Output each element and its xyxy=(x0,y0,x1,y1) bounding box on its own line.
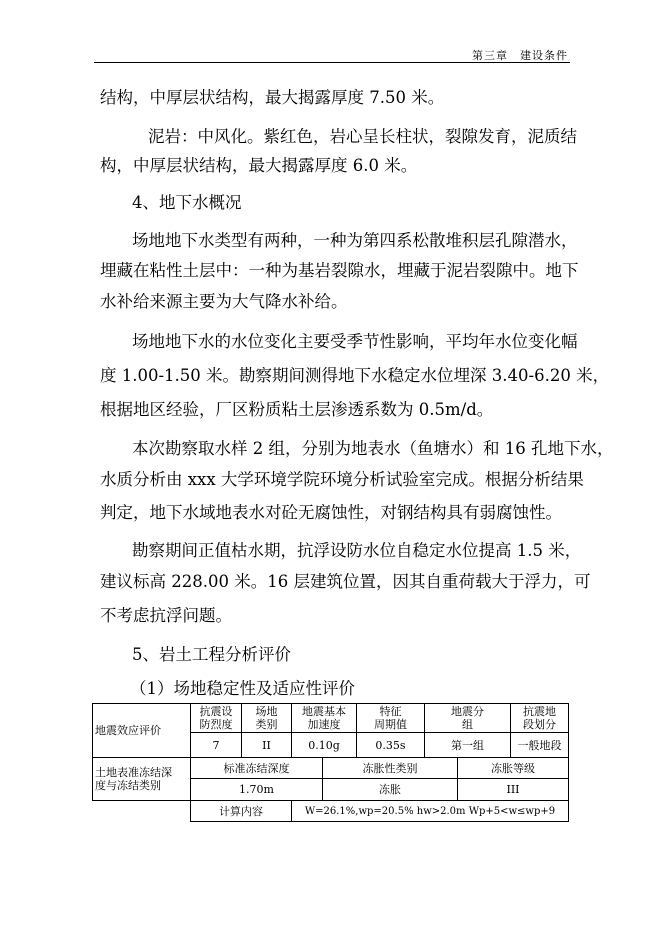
value-cell: 一般地段 xyxy=(511,733,569,758)
chapter-header: 第三章 建设条件 xyxy=(472,49,568,62)
value-cell: 0.35s xyxy=(357,733,425,758)
value-cell: 0.10g xyxy=(292,733,357,758)
para-line: 水质分析由 xxx 大学环境学院环境分析试验室完成。根据分析结果 xyxy=(100,470,584,489)
calc-label-cell: 计算内容 xyxy=(191,801,292,822)
section-heading: 5、岩土工程分析评价 xyxy=(132,645,291,664)
calc-value-cell: W=26.1%,wp=20.5% hw>2.0m Wp+5<w≤wp+9 xyxy=(292,801,569,822)
header-cell: 冻胀等级 xyxy=(458,758,569,779)
para-line: 构，中厚层状结构，最大揭露厚度 6.0 米。 xyxy=(100,156,418,175)
value-cell: 7 xyxy=(191,733,242,758)
para-line: 度 1.00-1.50 米。勘察期间测得地下水稳定水位埋深 3.40-6.20 米， xyxy=(100,366,610,385)
para-line: 水补给来源主要为大气降水补给。 xyxy=(100,292,348,311)
para-line: 不考虑抗浮问题。 xyxy=(100,606,232,625)
seismic-label-cell: 地震效应评价 xyxy=(93,704,191,758)
value-cell: 冻胀 xyxy=(323,779,458,801)
para-line: 场地地下水类型有两种，一种为第四系松散堆积层孔隙潜水， xyxy=(132,231,578,250)
frost-label-cell: 土地表准冻结深 度与冻结类别 xyxy=(93,758,191,801)
value-cell: 1.70m xyxy=(191,779,323,801)
header-cell: 地震分 组 xyxy=(425,704,511,733)
para-line: 勘察期间正值枯水期，抗浮设防水位自稳定水位提高 1.5 米， xyxy=(132,541,582,560)
value-cell: III xyxy=(458,779,569,801)
header-cell: 冻胀性类别 xyxy=(323,758,458,779)
header-cell: 特征 周期值 xyxy=(357,704,425,733)
para-line: 本次勘察取水样 2 组，分别为地表水（鱼塘水）和 16 孔地下水， xyxy=(132,439,614,458)
value-cell: II xyxy=(242,733,292,758)
para-line: 结构，中厚层状结构，最大揭露厚度 7.50 米。 xyxy=(100,88,445,107)
para-line: 场地地下水的水位变化主要受季节性影响，平均年水位变化幅 xyxy=(132,332,578,351)
header-cell: 抗震地 段划分 xyxy=(511,704,569,733)
para-line: 泥岩：中风化。紫红色，岩心呈长柱状，裂隙发育，泥质结 xyxy=(148,127,577,146)
header-cell: 抗震设 防烈度 xyxy=(191,704,242,733)
section-heading: 4、地下水概况 xyxy=(132,193,242,212)
header-cell: 标准冻结深度 xyxy=(191,758,323,779)
para-line: 判定，地下水域地表水对砼无腐蚀性，对钢结构具有弱腐蚀性。 xyxy=(100,503,562,522)
para-line: 建议标高 228.00 米。16 层建筑位置，因其自重荷载大于浮力，可 xyxy=(100,572,591,591)
value-cell: 第一组 xyxy=(425,733,511,758)
header-rule xyxy=(94,62,570,63)
header-cell: 地震基本 加速度 xyxy=(292,704,357,733)
subsection-heading: （1）场地稳定性及适应性评价 xyxy=(130,679,355,698)
evaluation-table xyxy=(92,703,569,822)
para-line: 根据地区经验，厂区粉质粘土层渗透系数为 0.5m/d。 xyxy=(100,400,494,419)
blank-cell xyxy=(93,801,191,822)
header-cell: 场地 类别 xyxy=(242,704,292,733)
para-line: 埋藏在粘性土层中：一种为基岩裂隙水，埋藏于泥岩裂隙中。地下 xyxy=(100,261,579,280)
